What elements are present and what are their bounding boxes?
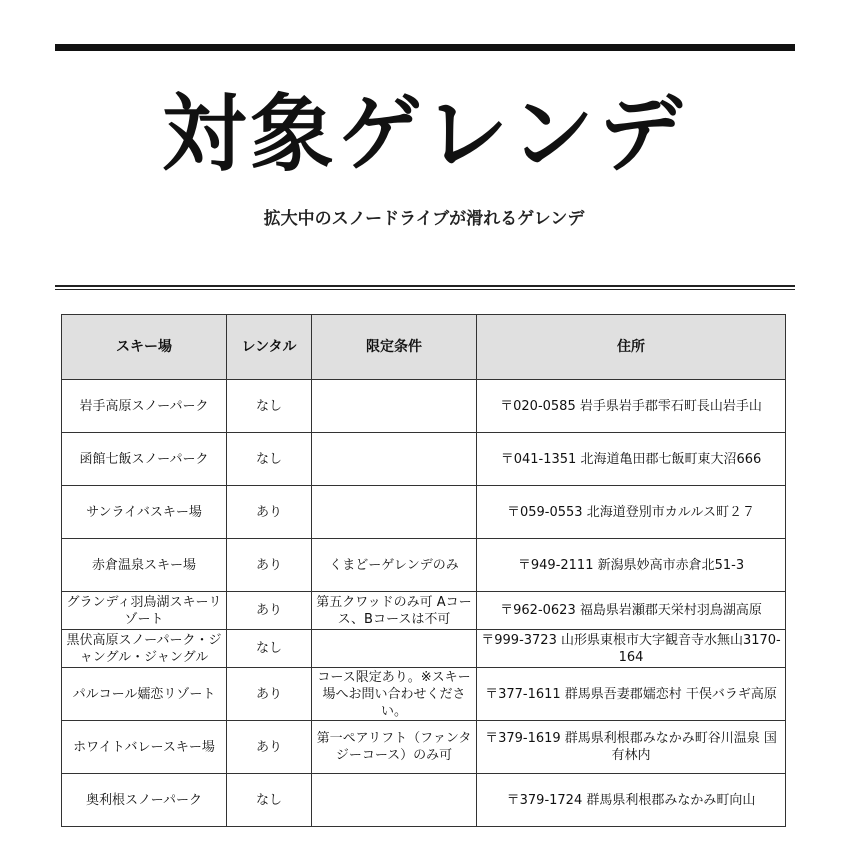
table-row — [62, 721, 786, 774]
table-row — [62, 433, 786, 486]
table-row — [62, 592, 786, 630]
cell-ski-resort: パルコール嬬恋リゾート — [62, 668, 227, 721]
cell-conditions: 第五クワッドのみ可 Aコース、Bコースは不可 — [312, 592, 477, 630]
header-address: 住所 — [477, 315, 786, 380]
cell-rental: あり — [227, 486, 312, 539]
cell-rental: なし — [227, 380, 312, 433]
cell-rental: あり — [227, 539, 312, 592]
cell-rental: あり — [227, 668, 312, 721]
table-row — [62, 486, 786, 539]
cell-address: 〒379-1724 群馬県利根郡みなかみ町向山 — [477, 774, 786, 827]
table-header-row — [62, 315, 786, 380]
cell-address: 〒041-1351 北海道亀田郡七飯町東大沼666 — [477, 433, 786, 486]
cell-conditions: 第一ペアリフト（ファンタジーコース）のみ可 — [312, 721, 477, 774]
cell-ski-resort: 岩手高原スノーパーク — [62, 380, 227, 433]
cell-rental: なし — [227, 774, 312, 827]
cell-rental: あり — [227, 592, 312, 630]
table-row — [62, 668, 786, 721]
cell-address: 〒379-1619 群馬県利根郡みなかみ町谷川温泉 国有林内 — [477, 721, 786, 774]
cell-address: 〒949-2111 新潟県妙高市赤倉北51-3 — [477, 539, 786, 592]
cell-rental: なし — [227, 630, 312, 668]
ski-resort-table — [61, 314, 786, 827]
cell-ski-resort: サンライバスキー場 — [62, 486, 227, 539]
page-subtitle: 拡大中のスノードライブが滑れるゲレンデ — [263, 209, 585, 229]
top-rule — [55, 44, 795, 51]
cell-rental: なし — [227, 433, 312, 486]
cell-address: 〒377-1611 群馬県吾妻郡嬬恋村 干俣バラギ高原 — [477, 668, 786, 721]
cell-ski-resort: 奥利根スノーパーク — [62, 774, 227, 827]
header-conditions: 限定条件 — [312, 315, 477, 380]
table-row — [62, 380, 786, 433]
header-ski-resort: スキー場 — [62, 315, 227, 380]
cell-rental: あり — [227, 721, 312, 774]
cell-ski-resort: 黒伏高原スノーパーク・ジャングル・ジャングル — [62, 630, 227, 668]
cell-address: 〒020-0585 岩手県岩手郡雫石町長山岩手山 — [477, 380, 786, 433]
cell-address: 〒999-3723 山形県東根市大字観音寺水無山3170-164 — [477, 630, 786, 668]
table-row — [62, 774, 786, 827]
cell-conditions — [312, 630, 477, 668]
page-title: 対象ゲレンデ — [161, 84, 687, 183]
cell-conditions: コース限定あり。※スキー場へお問い合わせください。 — [312, 668, 477, 721]
cell-conditions — [312, 486, 477, 539]
cell-ski-resort: 函館七飯スノーパーク — [62, 433, 227, 486]
cell-ski-resort: 赤倉温泉スキー場 — [62, 539, 227, 592]
cell-conditions: くまどーゲレンデのみ — [312, 539, 477, 592]
cell-conditions — [312, 433, 477, 486]
cell-address: 〒962-0623 福島県岩瀬郡天栄村羽鳥湖高原 — [477, 592, 786, 630]
divider-double-rule — [55, 285, 795, 290]
table-row — [62, 539, 786, 592]
cell-ski-resort: グランディ羽鳥湖スキーリゾート — [62, 592, 227, 630]
cell-ski-resort: ホワイトバレースキー場 — [62, 721, 227, 774]
header-rental: レンタル — [227, 315, 312, 380]
cell-conditions — [312, 774, 477, 827]
cell-address: 〒059-0553 北海道登別市カルルス町２７ — [477, 486, 786, 539]
cell-conditions — [312, 380, 477, 433]
table-row — [62, 630, 786, 668]
